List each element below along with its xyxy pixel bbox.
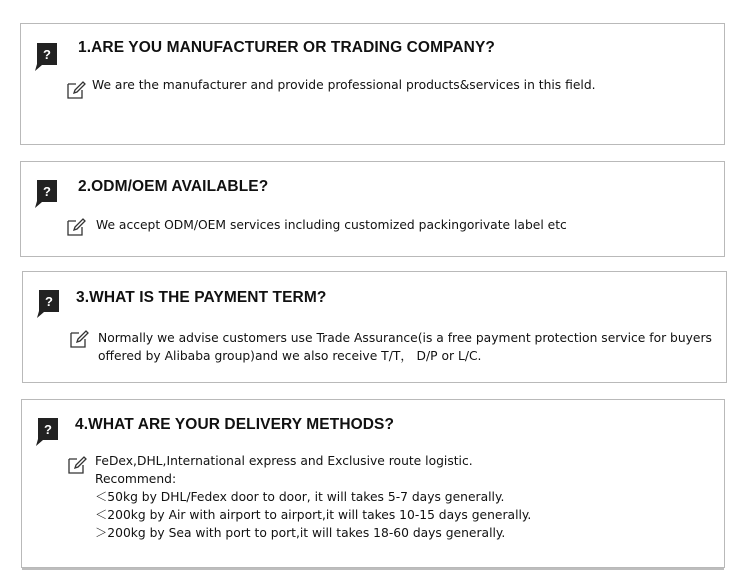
faq-question: 4.WHAT ARE YOUR DELIVERY METHODS? bbox=[75, 416, 395, 433]
svg-text:?: ? bbox=[43, 47, 51, 62]
edit-pencil-icon bbox=[66, 454, 88, 476]
answer-line: Normally we advise customers use Trade Assurance(is a free payment protection service for buyers bbox=[98, 331, 712, 345]
faq-answer bbox=[96, 216, 567, 234]
edit-pencil-icon bbox=[68, 328, 90, 350]
question-bubble-icon bbox=[35, 286, 61, 320]
faq-answer bbox=[95, 452, 531, 542]
answer-line: We accept ODM/OEM services including customized packingorivate label etc bbox=[96, 218, 567, 232]
faq-question: 2.ODM/OEM AVAILABLE? bbox=[78, 178, 269, 195]
faq-item-3 bbox=[22, 271, 727, 383]
faq-item-4 bbox=[21, 399, 725, 568]
svg-text:?: ? bbox=[45, 294, 53, 309]
answer-line: Recommend: bbox=[95, 472, 177, 486]
edit-pencil-icon bbox=[65, 79, 87, 101]
question-bubble-icon bbox=[34, 414, 60, 448]
edit-pencil-icon bbox=[65, 216, 87, 238]
answer-line: ＜50kg by DHL/Fedex door to door, it will takes 5-7 days generally. bbox=[95, 490, 505, 504]
answer-line: offered by Alibaba group)and we also receive T/T， D/P or L/C. bbox=[98, 349, 482, 363]
faq-question: 3.WHAT IS THE PAYMENT TERM? bbox=[76, 289, 327, 306]
faq-answer bbox=[98, 329, 712, 365]
svg-text:?: ? bbox=[44, 422, 52, 437]
answer-line: We are the manufacturer and provide professional products&services in this field. bbox=[92, 78, 596, 92]
question-bubble-icon bbox=[33, 176, 59, 210]
svg-text:?: ? bbox=[43, 184, 51, 199]
faq-answer bbox=[92, 76, 596, 94]
question-bubble-icon bbox=[33, 39, 59, 73]
faq-question: 1.ARE YOU MANUFACTURER OR TRADING COMPANY? bbox=[78, 39, 495, 56]
answer-line: ＜200kg by Air with airport to airport,it will takes 10-15 days generally. bbox=[95, 508, 532, 522]
answer-line: ＞200kg by Sea with port to port,it will takes 18-60 days generally. bbox=[95, 526, 506, 540]
answer-line: FeDex,DHL,International express and Exclusive route logistic. bbox=[95, 454, 473, 468]
faq-item-1 bbox=[20, 23, 725, 145]
faq-item-2 bbox=[20, 161, 725, 257]
